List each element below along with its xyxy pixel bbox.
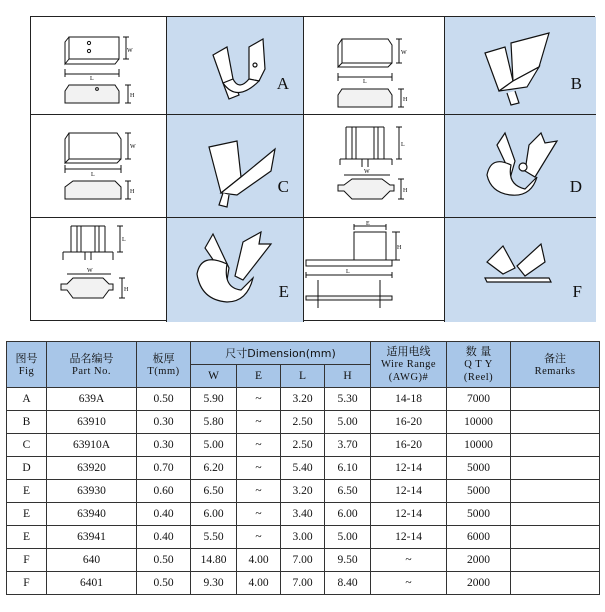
cell-wire: 16-20 [371,411,447,434]
cell-part: 63910A [47,434,137,457]
cell-l: 3.00 [281,526,325,549]
cell-fig: E [7,480,47,503]
fig-f-terminal-illustration [445,218,596,322]
cell-w: 5.90 [191,388,237,411]
cell-h: 3.70 [325,434,371,457]
cell-wire: 12-14 [371,457,447,480]
cell-wire: 12-14 [371,503,447,526]
cell-part: 63910 [47,411,137,434]
fig-b-orthographic-diagram [304,17,445,115]
cell-fig: F [7,572,47,595]
cell-e: ~ [237,457,281,480]
cell-l: 5.40 [281,457,325,480]
cell-e: ~ [237,434,281,457]
fig-c-view [167,115,304,218]
cell-t: 0.70 [137,457,191,480]
dim-h-label: H [403,188,408,194]
cell-qty: 5000 [447,503,511,526]
cell-qty: 6000 [447,526,511,549]
cell-remarks [511,572,600,595]
cell-wire: 14-18 [371,388,447,411]
cell-remarks [511,549,600,572]
cell-fig: A [7,388,47,411]
cell-l: 3.20 [281,388,325,411]
fig-e-letter: E [278,282,289,301]
header-thickness: 板厚 T(mm) [137,342,191,388]
table-row [7,388,600,411]
header-e: E [237,365,281,388]
cell-h: 6.10 [325,457,371,480]
dim-h-label: H [124,287,129,293]
table-row [7,480,600,503]
cell-qty: 2000 [447,549,511,572]
fig-a-letter: A [276,74,289,93]
cell-part: 63940 [47,503,137,526]
cell-t: 0.40 [137,526,191,549]
fig-e-orthographic-diagram [31,218,167,322]
cell-qty: 5000 [447,480,511,503]
fig-d-drawing [304,115,445,218]
cell-h: 5.00 [325,411,371,434]
header-l: L [281,365,325,388]
header-qty: 数 量 Q T Y (Reel) [447,342,511,388]
cell-e: ~ [237,526,281,549]
table-row [7,503,600,526]
fig-a-view [167,17,304,115]
table-row [7,434,600,457]
header-wire-range: 适用电线 Wire Range (AWG)# [371,342,447,388]
cell-wire: ~ [371,549,447,572]
cell-qty: 5000 [447,457,511,480]
cell-fig: E [7,526,47,549]
cell-part: 63941 [47,526,137,549]
dim-h-label: H [403,97,408,103]
fig-c-orthographic-diagram [31,115,167,218]
fig-c-terminal-illustration [167,115,304,218]
fig-d-letter: D [569,177,582,196]
cell-w: 6.00 [191,503,237,526]
dim-h-label: H [130,189,135,195]
cell-qty: 7000 [447,388,511,411]
cell-remarks [511,388,600,411]
cell-part: 639A [47,388,137,411]
fig-a-orthographic-diagram [31,17,167,115]
dim-l-label: L [363,79,367,85]
cell-fig: E [7,503,47,526]
cell-h: 6.50 [325,480,371,503]
cell-h: 6.00 [325,503,371,526]
cell-e: 4.00 [237,549,281,572]
cell-h: 5.30 [325,388,371,411]
cell-fig: D [7,457,47,480]
cell-l: 2.50 [281,434,325,457]
fig-e-drawing [31,218,167,322]
cell-h: 5.00 [325,526,371,549]
cell-w: 6.50 [191,480,237,503]
table-row [7,457,600,480]
cell-w: 9.30 [191,572,237,595]
cell-t: 0.30 [137,434,191,457]
cell-w: 5.80 [191,411,237,434]
cell-e: ~ [237,411,281,434]
cell-t: 0.60 [137,480,191,503]
cell-t: 0.50 [137,572,191,595]
fig-d-orthographic-diagram [304,115,445,218]
cell-wire: 12-14 [371,480,447,503]
cell-t: 0.30 [137,411,191,434]
cell-part: 63930 [47,480,137,503]
cell-e: ~ [237,388,281,411]
cell-t: 0.50 [137,549,191,572]
dim-w-label: W [127,48,133,54]
cell-part: 6401 [47,572,137,595]
cell-remarks [511,480,600,503]
cell-remarks [511,457,600,480]
dim-l-label: L [401,142,405,148]
cell-l: 3.40 [281,503,325,526]
cell-w: 5.50 [191,526,237,549]
cell-w: 14.80 [191,549,237,572]
cell-wire: ~ [371,572,447,595]
fig-a-terminal-illustration [167,17,304,115]
fig-b-view [445,17,596,115]
cell-remarks [511,411,600,434]
dim-w-label: W [87,268,93,274]
fig-d-view [445,115,596,218]
cell-l: 7.00 [281,572,325,595]
fig-f-view [445,218,596,322]
fig-b-terminal-illustration [445,17,596,115]
cell-part: 640 [47,549,137,572]
cell-fig: B [7,411,47,434]
dim-l-label: L [90,76,94,82]
cell-qty: 2000 [447,572,511,595]
fig-f-drawing [304,218,445,322]
dim-e-label: E [366,221,370,227]
header-dimension: 尺寸Dimension(mm) [191,342,371,365]
spec-table [6,341,600,595]
fig-f-letter: F [572,282,582,301]
cell-e: ~ [237,480,281,503]
cell-remarks [511,434,600,457]
dim-h-label: H [130,93,135,99]
cell-wire: 16-20 [371,434,447,457]
cell-l: 2.50 [281,411,325,434]
cell-e: 4.00 [237,572,281,595]
header-remarks: 备注 Remarks [511,342,600,388]
cell-wire: 12-14 [371,526,447,549]
table-row [7,572,600,595]
cell-l: 3.20 [281,480,325,503]
cell-t: 0.50 [137,388,191,411]
cell-t: 0.40 [137,503,191,526]
cell-h: 9.50 [325,549,371,572]
cell-qty: 10000 [447,434,511,457]
fig-b-drawing [304,17,445,115]
dim-w-label: W [364,169,370,175]
header-part-no: 品名编号 Part No. [47,342,137,388]
dim-w-label: W [130,144,136,150]
fig-e-terminal-illustration [167,218,304,322]
cell-part: 63920 [47,457,137,480]
dim-h-label: H [397,245,402,251]
dim-l-label: L [122,237,126,243]
fig-d-terminal-illustration [445,115,596,218]
header-w: W [191,365,237,388]
cell-l: 7.00 [281,549,325,572]
cell-fig: C [7,434,47,457]
cell-qty: 10000 [447,411,511,434]
fig-c-letter: C [277,177,289,196]
cell-w: 6.20 [191,457,237,480]
cell-h: 8.40 [325,572,371,595]
cell-remarks [511,526,600,549]
table-row [7,549,600,572]
header-h: H [325,365,371,388]
fig-f-orthographic-diagram [304,218,445,322]
table-row [7,411,600,434]
fig-b-letter: B [570,74,582,93]
fig-e-view [167,218,304,322]
dim-l-label: L [346,269,350,275]
header-fig: 图号 Fig [7,342,47,388]
dim-l-label: L [91,172,95,178]
dim-w-label: W [401,50,407,56]
cell-fig: F [7,549,47,572]
cell-e: ~ [237,503,281,526]
fig-c-drawing [31,115,167,218]
figure-grid [30,16,595,321]
cell-w: 5.00 [191,434,237,457]
fig-a-drawing [31,17,167,115]
cell-remarks [511,503,600,526]
table-row [7,526,600,549]
